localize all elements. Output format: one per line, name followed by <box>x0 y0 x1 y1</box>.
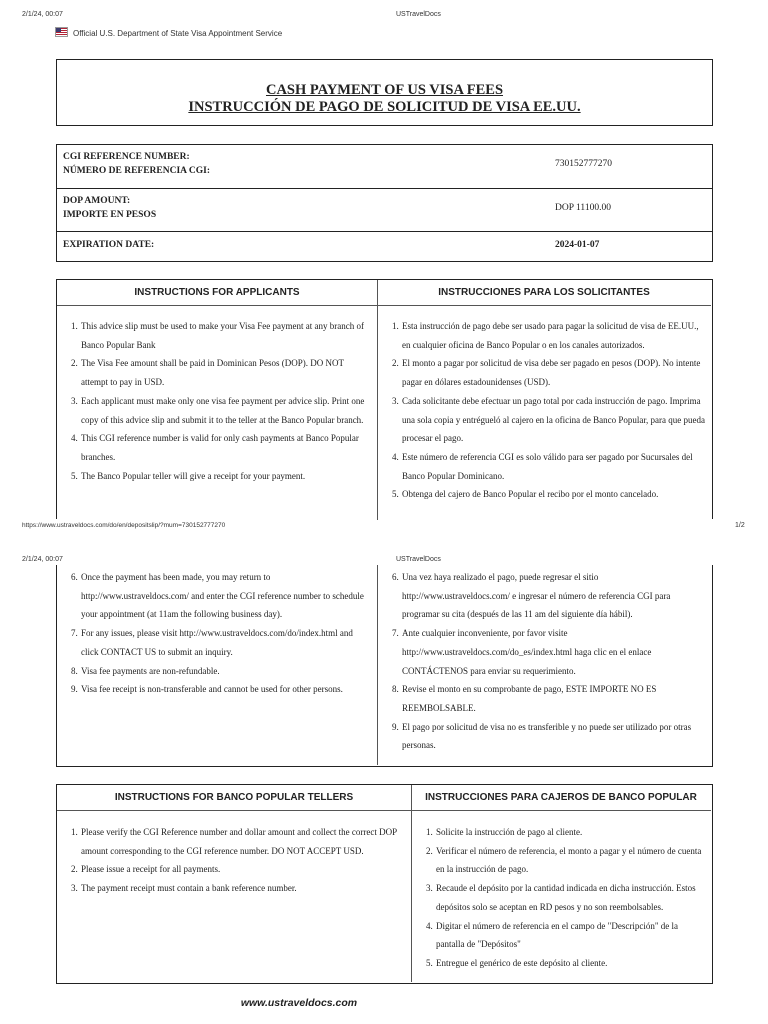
list-item: 5. Obtenga del cajero de Banco Popular el recibo por el monto cancelado. <box>401 485 709 504</box>
print-page-number: 1/2 <box>735 522 745 529</box>
official-service-line <box>55 27 282 38</box>
tellers-list-es <box>415 823 705 973</box>
cgi-label-en: CGI REFERENCE NUMBER: <box>63 152 190 162</box>
tellers-header-es: INSTRUCCIONES PARA CAJEROS DE BANCO POPULAR <box>411 785 711 811</box>
expiration-label: EXPIRATION DATE: <box>63 240 155 250</box>
cgi-label-es: NÚMERO DE REFERENCIA CGI: <box>63 166 210 176</box>
list-item: 4. Digitar el número de referencia en el campo de "Descripción" de la pantalla de "Depósitos" <box>435 917 705 954</box>
list-item: 7. Ante cualquier inconveniente, por favor visite http://www.ustraveldocs.com/do_es/index.html haga clic en el enlace CONTÁCTENOS para enviar su requerimiento. <box>401 624 703 680</box>
list-item: 2. Please issue a receipt for all payments. <box>80 860 406 879</box>
list-item: 3. Recaude el depósito por la cantidad indicada en dicha instrucción. Estos depósitos solo se aceptan en RD pesos y no son reembolsables. <box>435 879 705 916</box>
list-item: 4. This CGI reference number is valid for only cash payments at Banco Popular branches. <box>80 429 372 466</box>
applicants-list-en-continued <box>60 568 372 699</box>
list-item: 8. Revise el monto en su comprobante de pago, ESTE IMPORTE NO ES REEMBOLSABLE. <box>401 680 703 717</box>
list-item: 7. For any issues, please visit http://www.ustraveldocs.com/do/index.html and click CONTACT US to submit an inquiry. <box>80 624 372 661</box>
dop-label-es: IMPORTE EN PESOS <box>63 210 157 220</box>
print-date: 2/1/24, 00:07 <box>22 11 63 18</box>
cgi-reference-value: 730152777270 <box>555 159 612 169</box>
print-site-title-page2: USTravelDocs <box>396 556 441 563</box>
applicants-list-es-continued <box>381 568 703 755</box>
list-item: 2. El monto a pagar por solicitud de visa debe ser pagado en pesos (DOP). No intente pagar en dólares estadounidenses (USD). <box>401 354 709 391</box>
column-divider <box>377 565 378 765</box>
print-site-title: USTravelDocs <box>396 11 441 18</box>
reference-box <box>56 144 713 262</box>
list-item: 3. Cada solicitante debe efectuar un pago total por cada instrucción de pago. Imprima una sola copia y entrégueló al cajero en la oficina de Banco Popular, para que pueda procesar el pago. <box>401 392 709 448</box>
print-footer-url: https://www.ustraveldocs.com/do/en/depositslip/?mum=730152777270 <box>22 522 226 529</box>
title-en: CASH PAYMENT OF US VISA FEES <box>265 82 504 98</box>
applicants-instructions-box <box>56 279 713 519</box>
list-item: 3. Each applicant must make only one visa fee payment per advice slip. Print one copy of this advice slip and submit it to the teller at the Banco Popular branch. <box>80 392 372 429</box>
dop-amount-row <box>57 189 712 232</box>
list-item: 5. Entregue el genérico de este depósito al cliente. <box>435 954 705 973</box>
dop-amount-value: DOP 11100.00 <box>555 203 611 213</box>
list-item: 4. Este número de referencia CGI es solo válido para ser pagado por Sucursales del Banco Popular Dominicano. <box>401 448 709 485</box>
footer-brand-url[interactable]: www.ustraveldocs.com <box>240 997 358 1009</box>
tellers-header-en: INSTRUCTIONS FOR BANCO POPULAR TELLERS <box>57 785 411 811</box>
official-service-text: Official U.S. Department of State Visa Appointment Service <box>73 29 283 38</box>
list-item: 1. Esta instrucción de pago debe ser usado para pagar la solicitud de visa de EE.UU., en cualquier oficina de Banco Popular o en los canales autorizados. <box>401 317 709 354</box>
list-item: 6. Una vez haya realizado el pago, puede regresar el sitio http://www.ustraveldocs.com/ e ingresar el número de referencia CGI para programar su cita (después de las 11 am del siguiente día hábil). <box>401 568 703 624</box>
expiration-row <box>57 232 712 260</box>
list-item: 9. Visa fee receipt is non-transferable and cannot be used for other persons. <box>80 680 372 699</box>
list-item: 3. The payment receipt must contain a bank reference number. <box>80 879 406 898</box>
column-divider <box>377 280 378 520</box>
list-item: 9. El pago por solicitud de visa no es transferible y no puede ser utilizado por otras personas. <box>401 718 703 755</box>
tellers-instructions-box <box>56 784 713 984</box>
list-item: 1. This advice slip must be used to make your Visa Fee payment at any branch of Banco Popular Bank <box>80 317 372 354</box>
list-item: 1. Please verify the CGI Reference number and dollar amount and collect the correct DOP amount corresponding to the CGI reference number. DO NOT ACCEPT USD. <box>80 823 406 860</box>
applicants-header-es: INSTRUCCIONES PARA LOS SOLICITANTES <box>377 280 711 306</box>
list-item: 2. Verificar el número de referencia, el monto a pagar y el número de cuenta en la instrucción de pago. <box>435 842 705 879</box>
list-item: 6. Once the payment has been made, you may return to http://www.ustraveldocs.com/ and enter the CGI reference number to schedule your appointment (at 11am the following business day). <box>80 568 372 624</box>
list-item: 8. Visa fee payments are non-refundable. <box>80 662 372 681</box>
applicants-list-en <box>60 317 372 485</box>
title-es: INSTRUCCIÓN DE PAGO DE SOLICITUD DE VISA EE.UU. <box>188 99 581 115</box>
dop-label-en: DOP AMOUNT: <box>63 196 131 206</box>
applicants-instructions-continued-box <box>56 565 713 767</box>
us-flag-icon <box>55 27 68 37</box>
applicants-list-es <box>381 317 709 504</box>
column-divider <box>411 785 412 982</box>
title-box <box>56 59 713 126</box>
list-item: 1. Solicite la instrucción de pago al cliente. <box>435 823 705 842</box>
list-item: 2. The Visa Fee amount shall be paid in Dominican Pesos (DOP). DO NOT attempt to pay in USD. <box>80 354 372 391</box>
tellers-list-en <box>60 823 406 898</box>
list-item: 5. The Banco Popular teller will give a receipt for your payment. <box>80 467 372 486</box>
cgi-reference-row <box>57 145 712 189</box>
applicants-header-en: INSTRUCTIONS FOR APPLICANTS <box>57 280 377 306</box>
expiration-value: 2024-01-07 <box>555 240 600 250</box>
print-date-page2: 2/1/24, 00:07 <box>22 556 63 563</box>
